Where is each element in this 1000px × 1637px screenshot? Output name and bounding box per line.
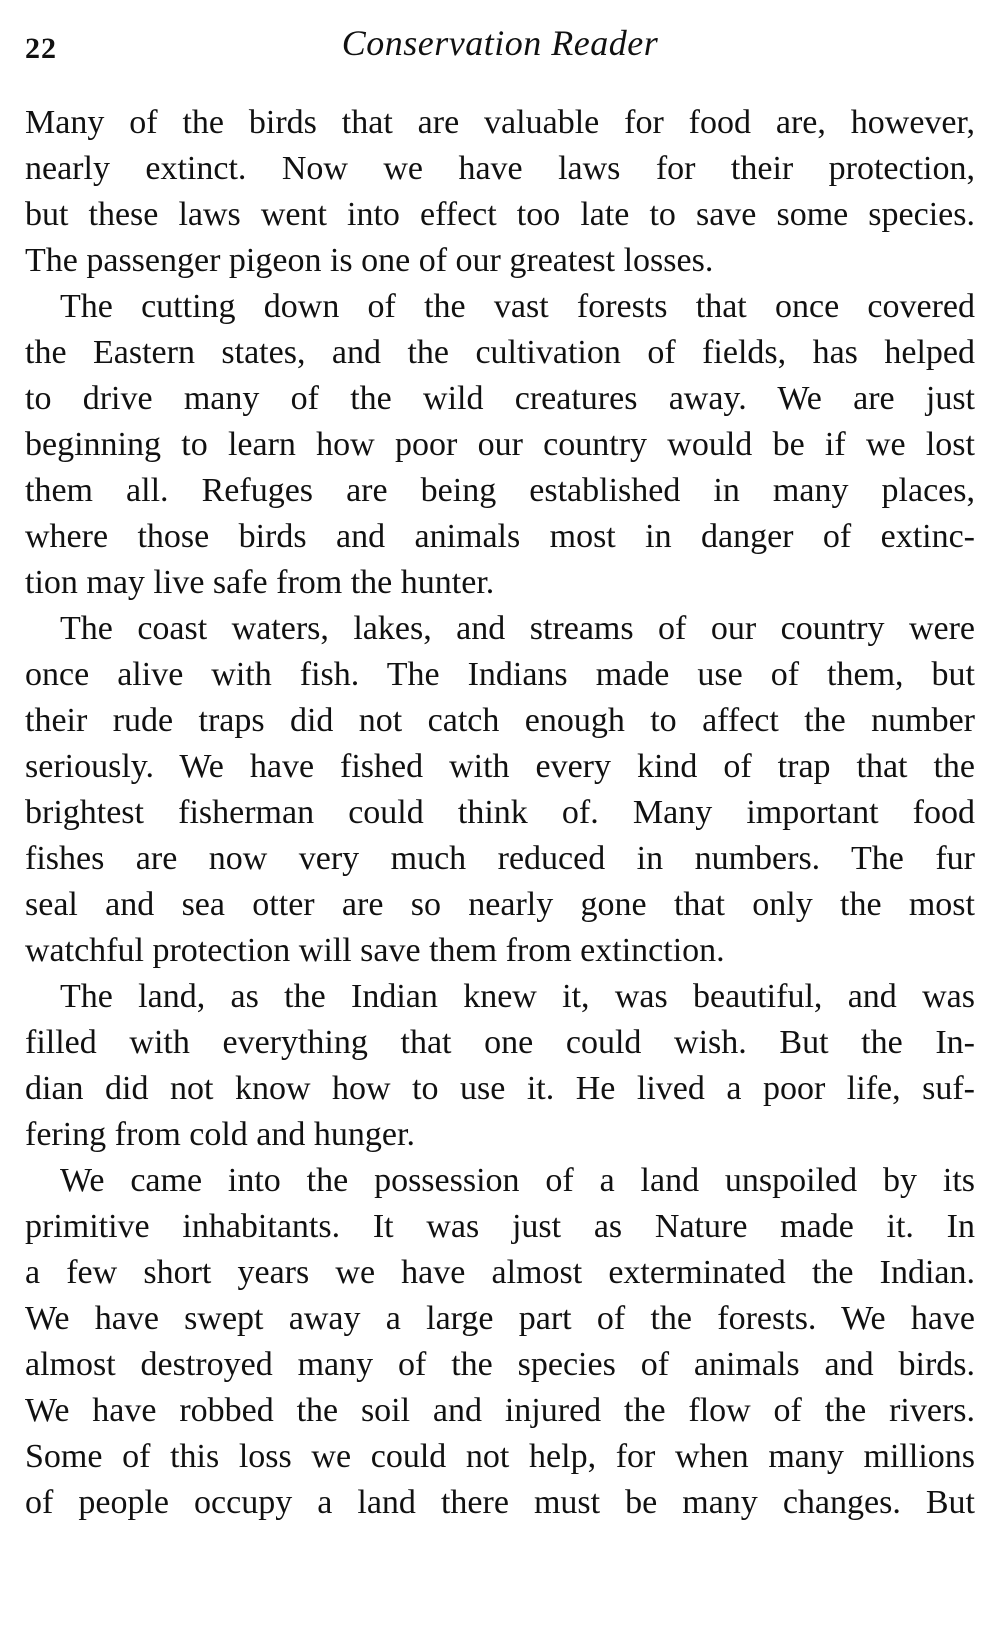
paragraph	[25, 1158, 975, 1526]
text-line: fishes are now very much reduced in numbers. The fur	[25, 840, 975, 877]
body-text	[25, 100, 975, 1526]
text-line: The land, as the Indian knew it, was beautiful, and was	[60, 978, 975, 1015]
text-line: dian did not know how to use it. He lived a poor life, suf-	[25, 1070, 975, 1107]
text-line: fering from cold and hunger.	[25, 1116, 415, 1153]
text-line: Some of this loss we could not help, for when many millions	[25, 1438, 975, 1475]
paragraph	[25, 974, 975, 1158]
text-line: seal and sea otter are so nearly gone that only the most	[25, 886, 975, 923]
text-line: nearly extinct. Now we have laws for their protection,	[25, 150, 975, 187]
paragraph	[25, 606, 975, 974]
text-line: of people occupy a land there must be many changes. But	[25, 1484, 975, 1521]
text-line: beginning to learn how poor our country would be if we lost	[25, 426, 975, 463]
text-line: brightest fisherman could think of. Many important food	[25, 794, 975, 831]
text-line: We have robbed the soil and injured the flow of the rivers.	[25, 1392, 975, 1429]
text-line: We have swept away a large part of the forests. We have	[25, 1300, 975, 1337]
page-number: 22	[25, 32, 57, 65]
text-line: the Eastern states, and the cultivation of fields, has helped	[25, 334, 975, 371]
text-line: tion may live safe from the hunter.	[25, 564, 495, 601]
paragraph	[25, 100, 975, 284]
text-line: Many of the birds that are valuable for food are, however,	[25, 104, 975, 141]
text-line: where those birds and animals most in danger of extinc-	[25, 518, 975, 555]
text-line: The cutting down of the vast forests that once covered	[60, 288, 975, 325]
text-line: almost destroyed many of the species of animals and birds.	[25, 1346, 975, 1383]
text-line: but these laws went into effect too late to save some species.	[25, 196, 975, 233]
text-line: filled with everything that one could wish. But the In-	[25, 1024, 975, 1061]
running-head	[25, 22, 975, 82]
text-line: once alive with fish. The Indians made use of them, but	[25, 656, 975, 693]
text-line: a few short years we have almost exterminated the Indian.	[25, 1254, 975, 1291]
text-line: their rude traps did not catch enough to affect the number	[25, 702, 975, 739]
text-line: them all. Refuges are being established in many places,	[25, 472, 975, 509]
running-title: Conservation Reader	[341, 23, 659, 63]
text-line: We came into the possession of a land unspoiled by its	[60, 1162, 975, 1199]
text-line: The passenger pigeon is one of our greatest losses.	[25, 242, 714, 279]
text-line: seriously. We have fished with every kind of trap that the	[25, 748, 975, 785]
text-line: watchful protection will save them from extinction.	[25, 932, 725, 969]
text-line: primitive inhabitants. It was just as Nature made it. In	[25, 1208, 975, 1245]
paragraph	[25, 284, 975, 606]
text-line: The coast waters, lakes, and streams of our country were	[60, 610, 975, 647]
text-line: to drive many of the wild creatures away. We are just	[25, 380, 975, 417]
